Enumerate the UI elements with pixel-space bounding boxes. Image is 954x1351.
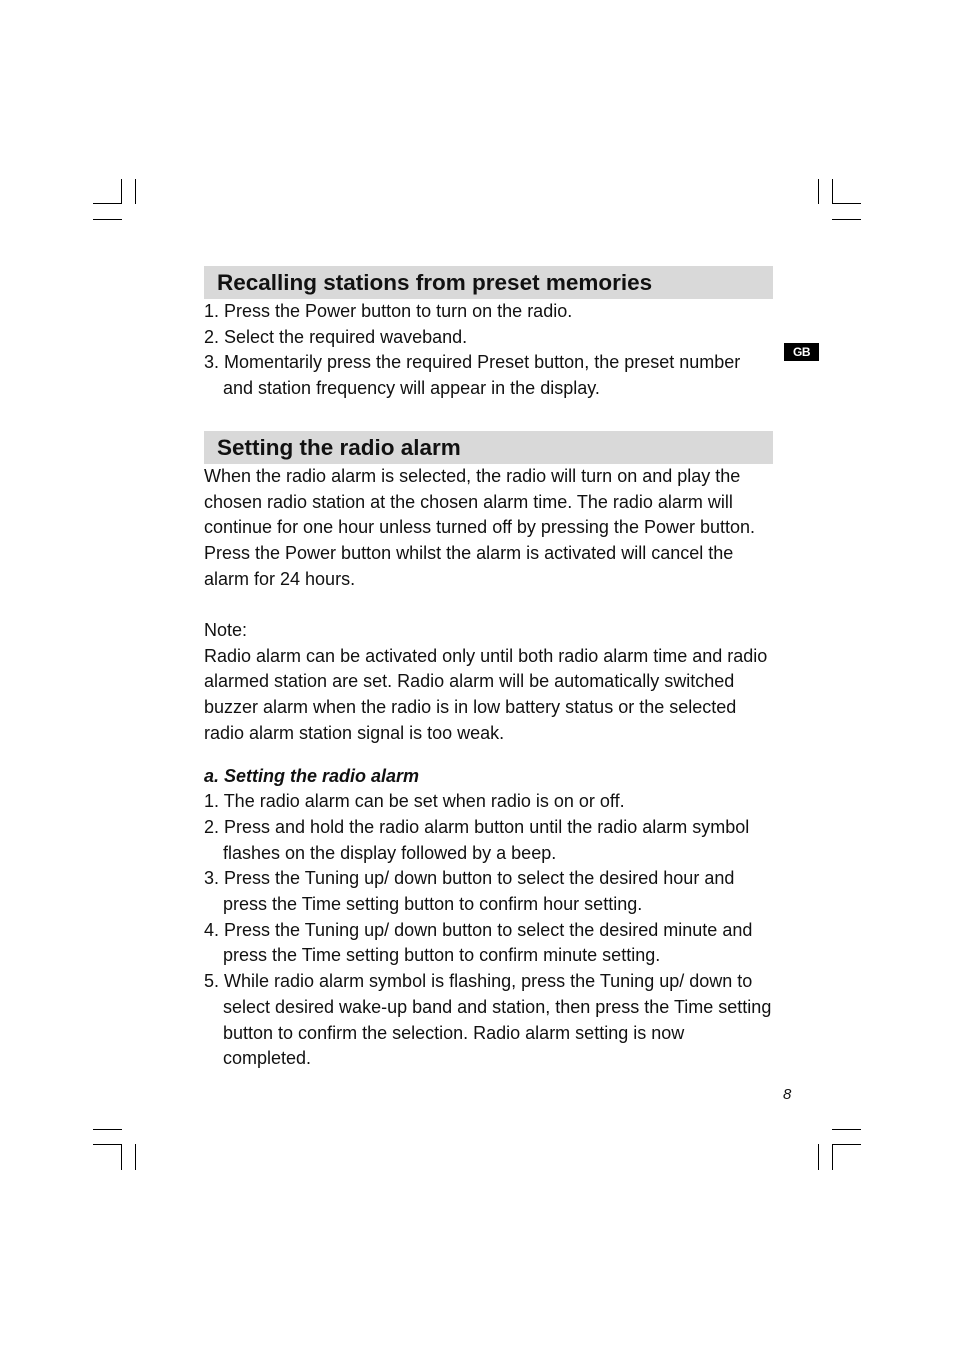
language-tab: GB [784,343,819,361]
recall-steps-list [204,299,773,402]
alarm-intro-paragraph: When the radio alarm is selected, the radio will turn on and play the chosen radio station at the chosen alarm time. The radio alarm will continue for one hour unless turned off by pressing the Power button. Press the Power button whilst the alarm is activated will cancel the alarm for 24 hours. [204,465,756,589]
crop-mark [832,179,833,204]
crop-mark [818,179,819,204]
note-paragraph: Radio alarm can be activated only until both radio alarm time and radio alarmed station are set. Radio alarm will be automatically switched buzzer alarm when the radio is in low battery status or the selected radio alarm station signal is too weak. [204,645,768,743]
crop-mark [121,179,122,204]
crop-mark [135,1144,136,1170]
crop-mark [93,1129,122,1130]
list-item: 1. The radio alarm can be set when radio is on or off. [204,791,625,812]
list-item: 3. Momentarily press the required Preset button, the preset number and station frequency will appear in the display. [204,352,741,399]
crop-mark [832,1144,861,1145]
crop-mark [121,1144,122,1170]
crop-mark [832,1144,833,1170]
section-heading-recall: Recalling stations from preset memories [204,266,773,299]
list-item: 2. Press and hold the radio alarm button until the radio alarm symbol flashes on the display followed by a beep. [204,816,750,863]
crop-mark [93,219,122,220]
crop-mark [93,203,122,204]
list-item: 5. While radio alarm symbol is flashing, press the Tuning up/ down to select desired wake-up band and station, then press the Time setting button to confirm the selection. Radio alarm setting is now completed. [204,971,772,1069]
section-heading-alarm: Setting the radio alarm [204,431,773,464]
crop-mark [832,203,861,204]
list-item: 4. Press the Tuning up/ down button to select the desired minute and press the Time setting button to confirm minute setting. [204,919,753,966]
crop-mark [818,1144,819,1170]
list-item: 2. Select the required waveband. [204,326,468,347]
crop-mark [832,219,861,220]
crop-mark [832,1129,861,1130]
crop-mark [135,179,136,204]
list-item: 1. Press the Power button to turn on the radio. [204,301,573,321]
crop-mark [93,1144,122,1145]
page-number: 8 [783,1086,792,1103]
list-item: 3. Press the Tuning up/ down button to select the desired hour and press the Time setting button to confirm hour setting. [204,868,735,915]
subsection-heading: a. Setting the radio alarm [204,765,420,786]
alarm-steps-list [204,789,773,1072]
note-label: Note: [204,620,248,641]
page-content [204,266,773,1072]
